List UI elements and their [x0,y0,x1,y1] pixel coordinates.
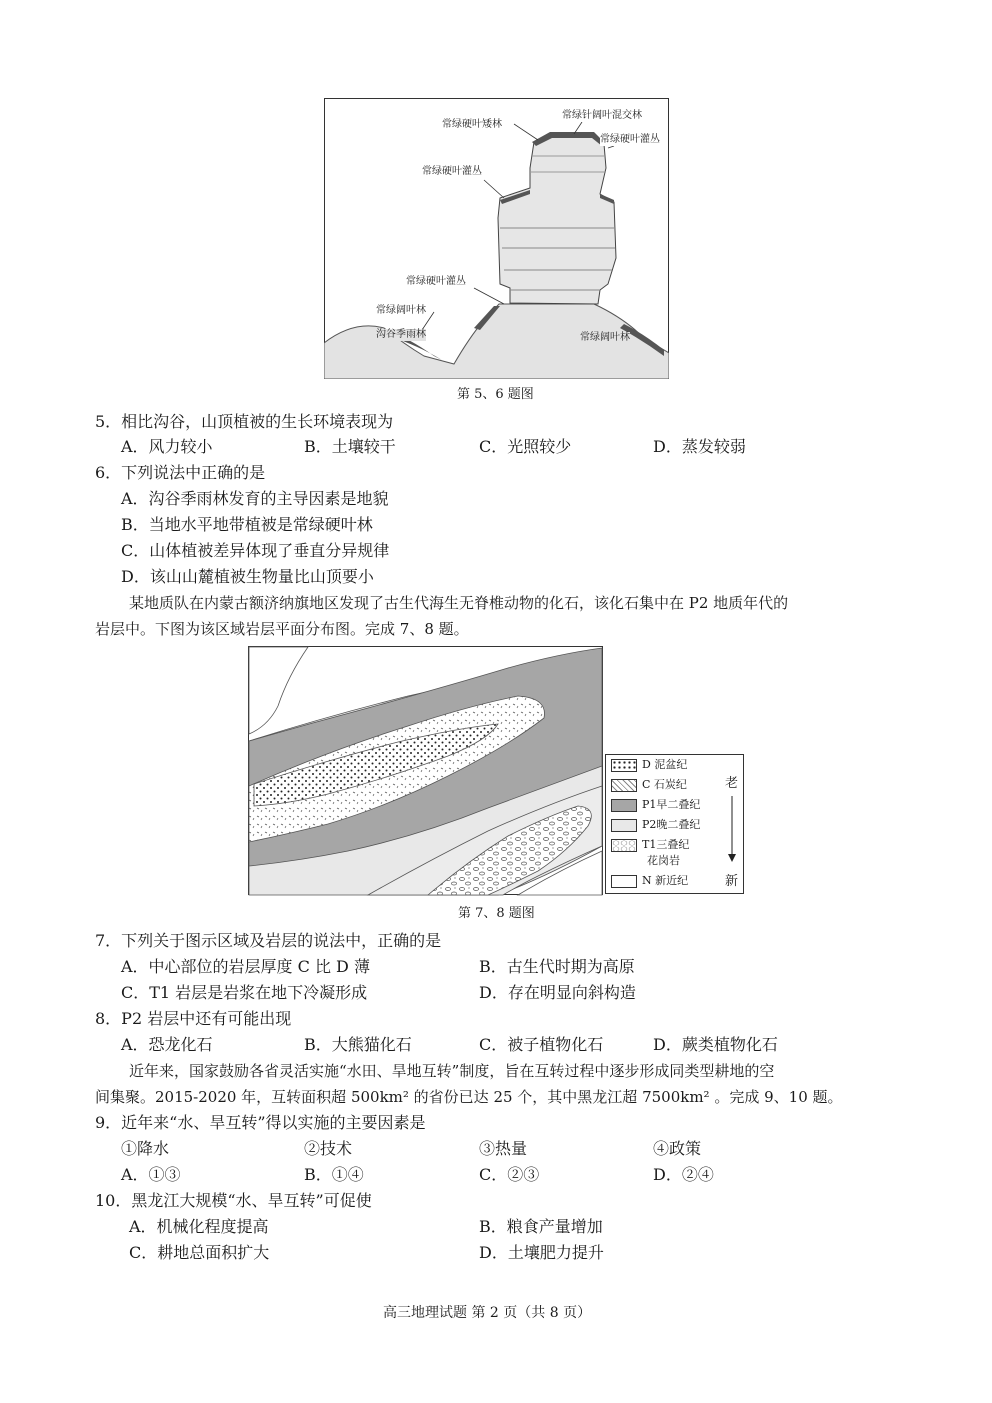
q9-option-d: D．②④ [653,1165,714,1184]
q7-stem: 7．下列关于图示区域及岩层的说法中，正确的是 [95,931,442,950]
q6-stem: 6．下列说法中正确的是 [95,463,266,482]
legend [605,754,744,895]
q10-option-a: A．机械化程度提高 [129,1217,269,1236]
q5-stem: 5．相比沟谷，山顶植被的生长环境表现为 [95,412,394,431]
q5-option-c: C．光照较少 [479,437,572,456]
q5-option-b: B．土壤较干 [304,437,396,456]
q9-item-3: ③热量 [479,1139,528,1158]
q9-item-1: ①降水 [121,1139,170,1158]
legend-swatch-dotted [611,759,637,772]
q9-option-a: A．①③ [121,1165,181,1184]
q5-option-d: D．蒸发较弱 [653,437,746,456]
legend-label-granite: 花岗岩 [647,854,680,867]
legend-row-granite [647,853,680,869]
q8-option-c: C．被子植物化石 [479,1035,604,1054]
legend-row-triassic [611,837,689,853]
label-evergreen-mixed-forest: 常绿针阔叶混交林 [562,110,642,121]
q9-item-4: ④政策 [653,1139,702,1158]
passage1-line1: 某地质队在内蒙古额济纳旗地区发现了古生代海生无脊椎动物的化石，该化石集中在 P2 地质年代的 [129,594,789,612]
legend-swatch-ovals [611,839,637,852]
legend-row-neogene [611,873,688,889]
passage2-line2: 间集聚。2015-2020 年，互转面积超 500km² 的省份已达 25 个，其中黑龙江超 7500km² 。完成 9、10 题。 [95,1088,843,1106]
legend-label-devonian: D 泥盆纪 [642,758,688,771]
legend-old-label: 老 [725,776,739,791]
q10-option-b: B．粮食产量增加 [479,1217,603,1236]
q8-option-a: A．恐龙化石 [121,1035,213,1054]
q7-option-a: A．中心部位的岩层厚度 C 比 D 薄 [121,957,370,976]
legend-label-carboniferous: C 石炭纪 [642,778,687,791]
legend-row-late-permian [611,817,700,833]
q9-item-2: ②技术 [304,1139,353,1158]
q8-option-b: B．大熊猫化石 [304,1035,412,1054]
page-footer: 高三地理试题 第 2 页（共 8 页） [383,1305,592,1321]
legend-swatch-white [611,875,637,888]
q6-option-d: D．该山山麓植被生物量比山顶要小 [121,567,374,586]
label-evergreen-broadleaf-right: 常绿阔叶林 [580,332,630,343]
q10-option-d: D．土壤肥力提升 [479,1243,604,1262]
figure1-caption: 第 5、6 题图 [457,387,534,402]
figure2-caption: 第 7、8 题图 [458,906,535,921]
q6-option-b: B．当地水平地带植被是常绿硬叶林 [121,515,373,534]
legend-swatch-dark-grey [611,799,637,812]
q9-option-c: C．②③ [479,1165,540,1184]
q6-option-c: C．山体植被差异体现了垂直分异规律 [121,541,390,560]
q10-option-c: C．耕地总面积扩大 [129,1243,270,1262]
q9-option-b: B．①④ [304,1165,364,1184]
q7-option-d: D．存在明显向斜构造 [479,983,636,1002]
label-evergreen-broadleaf-left: 常绿阔叶林 [376,305,426,316]
legend-row-devonian [611,757,687,773]
q7-option-b: B．古生代时期为高原 [479,957,635,976]
label-evergreen-shrub-mid: 常绿硬叶灌丛 [422,166,482,177]
q10-stem: 10．黑龙江大规模“水、旱互转”可促使 [95,1191,372,1210]
passage1-line2: 岩层中。下图为该区域岩层平面分布图。完成 7、8 题。 [95,620,469,638]
label-evergreen-sclerophyll-dwarf-forest: 常绿硬叶矮林 [442,119,502,130]
legend-label-triassic: T1三叠纪 [642,838,690,851]
legend-row-carboniferous [611,777,687,793]
legend-label-neogene: N 新近纪 [642,874,689,887]
geology-map-figure [248,646,745,896]
legend-new-label: 新 [725,874,739,889]
legend-label-late-permian: P2晚二叠纪 [642,818,701,831]
q9-stem: 9．近年来“水、旱互转”得以实施的主要因素是 [95,1113,426,1132]
legend-label-early-permian: P1早二叠纪 [642,798,701,811]
q8-stem: 8．P2 岩层中还有可能出现 [95,1009,292,1028]
passage2-line1: 近年来，国家鼓励各省灵活实施“水田、旱地互转”制度，旨在互转过程中逐步形成同类型耕地的空 [129,1062,775,1080]
q8-option-d: D．蕨类植物化石 [653,1035,778,1054]
q6-option-a: A．沟谷季雨林发育的主导因素是地貌 [121,489,389,508]
legend-row-early-permian [611,797,700,813]
label-evergreen-shrub-right: 常绿硬叶灌丛 [600,134,660,145]
legend-swatch-light-grey [611,819,637,832]
legend-swatch-dashed [611,779,637,792]
label-valley-monsoon-forest: 沟谷季雨林 [376,329,426,340]
label-evergreen-shrub-low: 常绿硬叶灌丛 [406,276,466,287]
q5-option-a: A．风力较小 [121,437,213,456]
q7-option-c: C．T1 岩层是岩浆在地下冷凝形成 [121,983,368,1002]
mountain-profile-figure [324,98,669,379]
